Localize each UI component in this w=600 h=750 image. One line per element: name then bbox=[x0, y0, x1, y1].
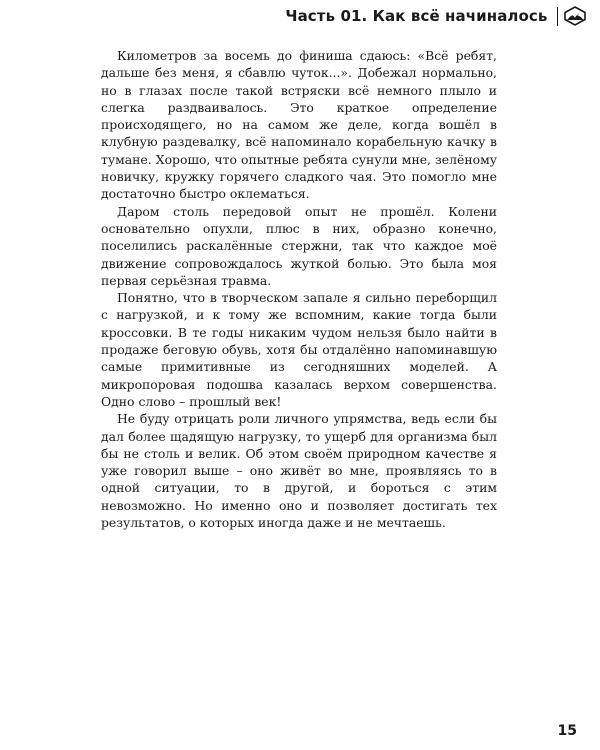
header-divider bbox=[557, 7, 559, 26]
body-text bbox=[101, 47, 497, 531]
mountain-emblem-icon bbox=[564, 6, 586, 26]
paragraph: Понятно, что в творческом запале я сильно переборщил с нагрузкой, и к тому же вспомним, какие тогда были кроссовки. В те годы никаким чудом нельзя было найти в продаже беговую обувь, хотя бы отдалённо напоминавшую самые примитивные из сегодняшних моделей. А микропоровая подошва казалась верхом совершенства. Одно слово – прошлый век! bbox=[101, 290, 497, 409]
chapter-title: Часть 01. Как всё начиналось bbox=[285, 7, 548, 25]
page-number: 15 bbox=[557, 723, 577, 739]
paragraph: Даром столь передовой опыт не прошёл. Колени основательно опухли, плюс в них, образно конечно, поселились раскалённые стержни, так что каждое моё движение сопровождалось жуткой болью. Это была моя первая серьёзная травма. bbox=[101, 203, 497, 288]
paragraph: Не буду отрицать роли личного упрямства, ведь если бы дал более щадящую нагрузку, то ущерб для организма был бы не столь и велик. Об этом своём природном качестве я уже говорил выше – оно живёт во мне, проявляясь то в одной ситуации, то в другой, и бороться с этим невозможно. Но именно оно и позволяет достигать тех результатов, о которых иногда даже и не мечтаешь. bbox=[101, 411, 497, 531]
running-header bbox=[285, 6, 586, 26]
paragraph: Километров за восемь до финиша сдаюсь: «Всё ребят, дальше без меня, я сбавлю чуток...». Добежал нормально, но в глазах после такой встряски всё немного плыло и слегка раздваивалось. Это краткое определение происходящего, но на самом же деле, когда вошёл в клубную раздевалку, всё напоминало корабельную качку в тумане. Хорошо, что опытные ребята сунули мне, зелёному новичку, кружку горячего сладкого чая. Это помогло мне достаточно быстро оклематься. bbox=[101, 48, 497, 202]
